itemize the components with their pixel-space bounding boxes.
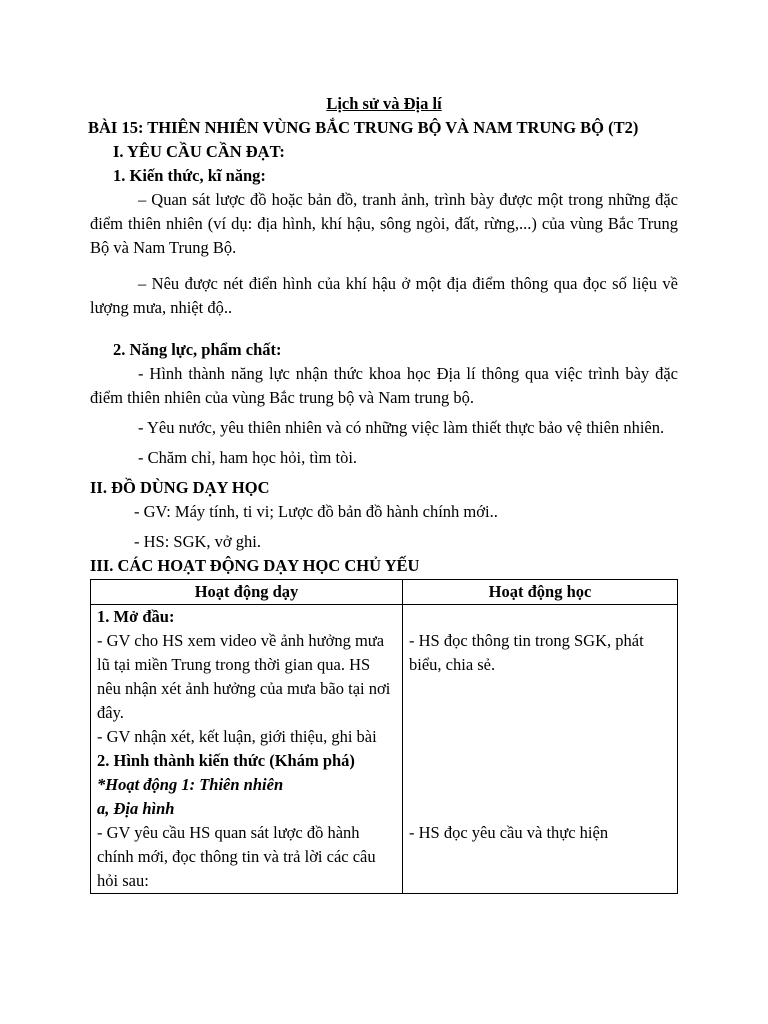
spacer — [409, 677, 671, 821]
table-header-row — [91, 580, 678, 605]
header-student-activity: Hoạt động học — [403, 580, 678, 605]
teacher-step-conclude: - GV nhận xét, kết luận, giới thiệu, ghi bài — [97, 727, 377, 746]
subsection2-paragraph-1: - Hình thành năng lực nhận thức khoa học Địa lí thông qua việc trình bày đặc điểm thiên nhiên của vùng Bắc trung bộ và Nam trung bộ. — [90, 364, 678, 407]
section2-title: II. ĐỒ DÙNG DẠY HỌC — [90, 478, 270, 497]
document-page — [90, 92, 678, 894]
activity-heading: *Hoạt động 1: Thiên nhiên — [97, 775, 284, 794]
subsection2-paragraph-2: - Yêu nước, yêu thiên nhiên và có những việc làm thiết thực bảo vệ thiên nhiên. — [138, 418, 665, 437]
topic-heading: a, Địa hình — [97, 799, 175, 818]
subject-title: Lịch sử và Địa lí — [326, 94, 442, 113]
row-heading-intro: 1. Mở đầu: — [97, 607, 175, 626]
equipment-item-student: - HS: SGK, vở ghi. — [134, 532, 261, 551]
activities-table — [90, 579, 678, 894]
row-heading-explore: 2. Hình thành kiến thức (Khám phá) — [97, 751, 355, 770]
table-row — [91, 605, 678, 894]
student-step-read: - HS đọc thông tin trong SGK, phát biểu, chia sẻ. — [409, 631, 644, 674]
student-step-do: - HS đọc yêu cầu và thực hiện — [409, 823, 609, 842]
subsection2-paragraph-3: - Chăm chỉ, ham học hỏi, tìm tòi. — [138, 448, 358, 467]
header-teacher-activity: Hoạt động dạy — [91, 580, 403, 605]
subsection1-paragraph-2: – Nêu được nét điển hình của khí hậu ở một địa điểm thông qua đọc số liệu về lượng mưa, nhiệt độ.. — [90, 274, 678, 317]
spacer — [409, 605, 671, 629]
subsection2-title: 2. Năng lực, phẩm chất: — [113, 340, 282, 359]
section3-title: III. CÁC HOẠT ĐỘNG DẠY HỌC CHỦ YẾU — [90, 556, 420, 575]
teacher-step-map: - GV yêu cầu HS quan sát lược đồ hành chính mới, đọc thông tin và trả lời các câu hỏi sau: — [97, 823, 376, 890]
subsection1-title: 1. Kiến thức, kĩ năng: — [113, 166, 266, 185]
lesson-title: BÀI 15: THIÊN NHIÊN VÙNG BẮC TRUNG BỘ VÀ NAM TRUNG BỘ (T2) — [88, 118, 639, 137]
section1-title: I. YÊU CẦU CẦN ĐẠT: — [113, 142, 285, 161]
teacher-step-video: - GV cho HS xem video về ảnh hưởng mưa lũ tại miền Trung trong thời gian qua. HS nêu nhận xét ảnh hưởng của mưa bão tại nơi đây. — [97, 631, 391, 722]
teacher-cell — [91, 605, 403, 894]
equipment-item-teacher: - GV: Máy tính, ti vi; Lược đồ bản đồ hành chính mới.. — [134, 502, 498, 521]
subsection1-paragraph-1: – Quan sát lược đồ hoặc bản đồ, tranh ảnh, trình bày được một trong những đặc điểm thiên nhiên (ví dụ: địa hình, khí hậu, sông ngòi, đất, rừng,...) của vùng Bắc Trung Bộ và Nam Trung Bộ. — [90, 190, 678, 257]
student-cell — [403, 605, 678, 894]
